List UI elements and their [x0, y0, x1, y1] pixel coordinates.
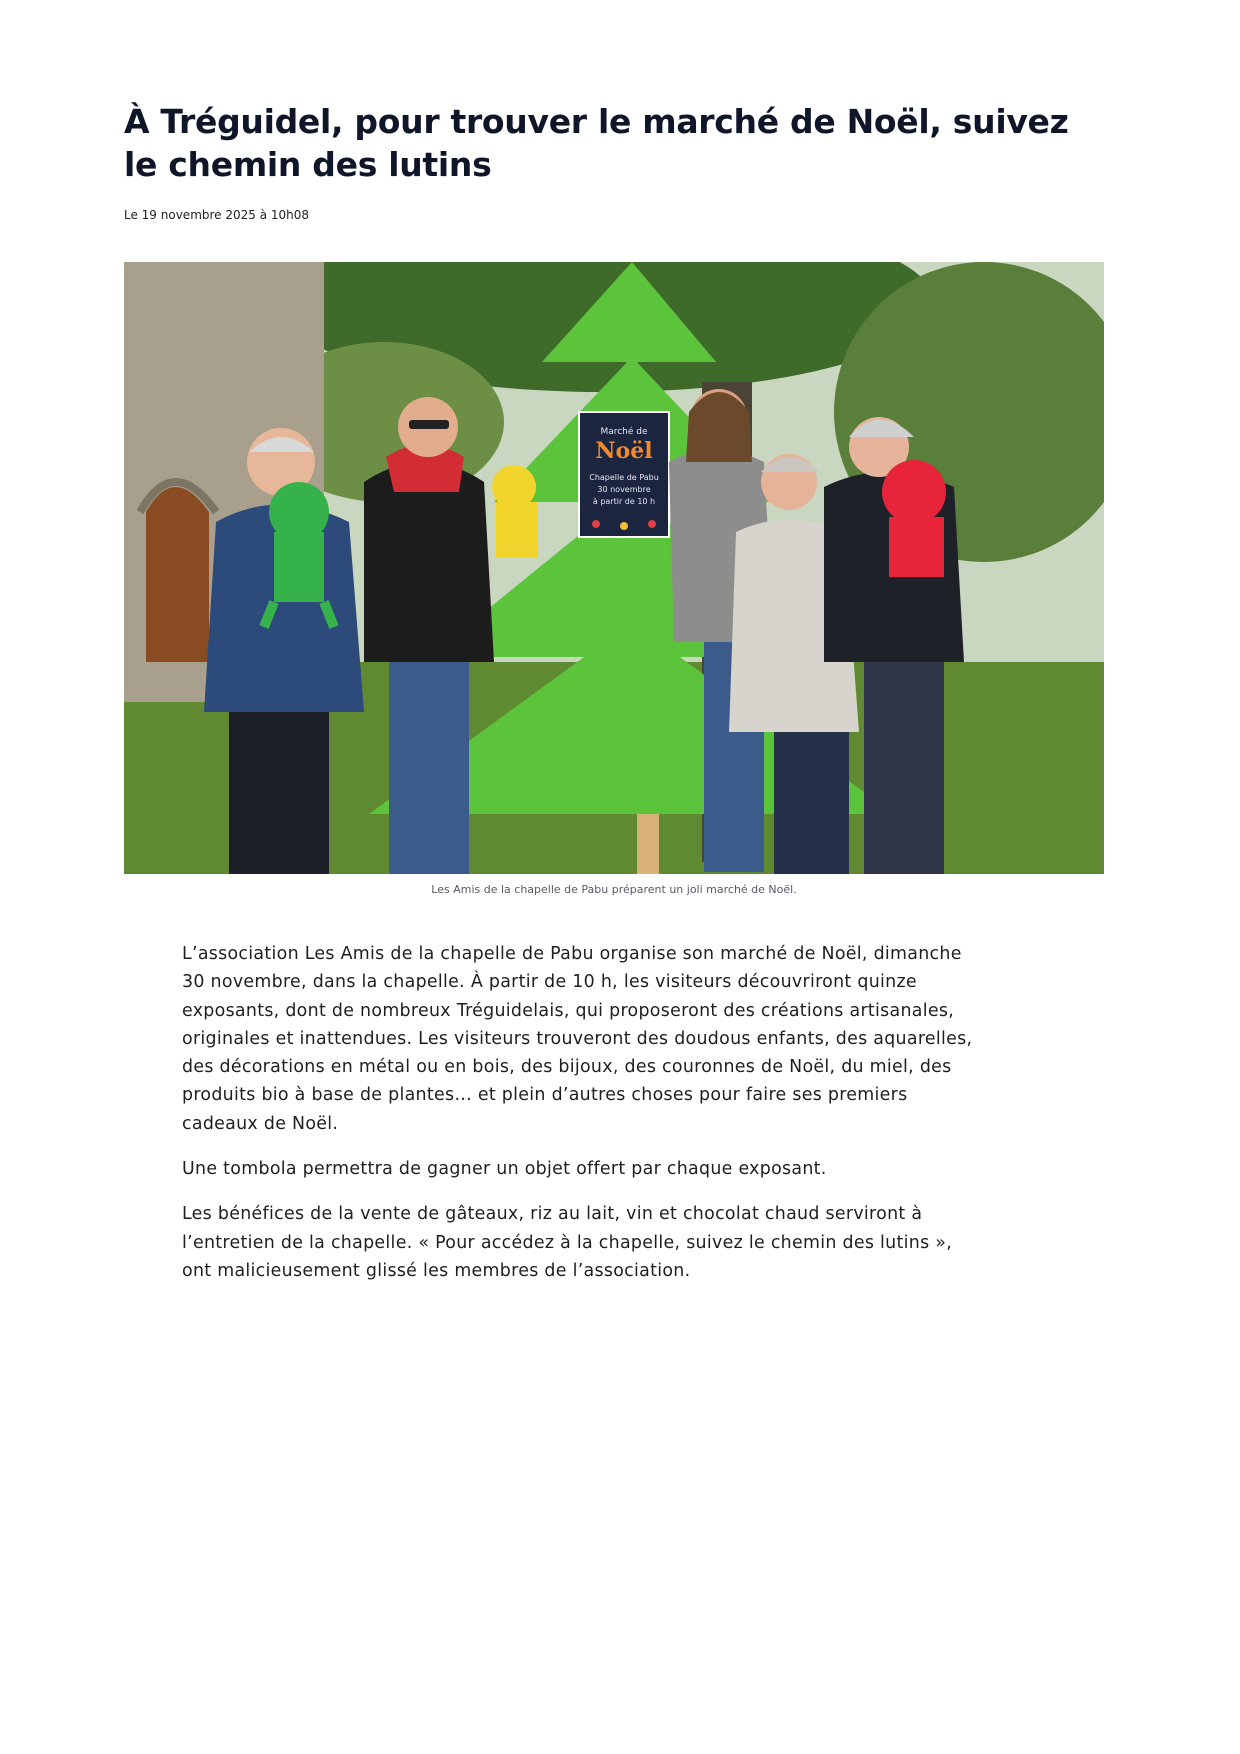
poster-line-4: 30 novembre: [597, 485, 651, 494]
body-paragraph-1: L’association Les Amis de la chapelle de Pabu organise son marché de Noël, dimanche 30 novembre, dans la chapelle. À partir de 10 h, les visiteurs découvriront quinze exposants, dont de nombreux Tréguidelais, qui proposeront des créations artisanales, originales et inattendues. Les visiteurs trouveront des doudous enfants, des aquarelles, des décorations en métal ou en bois, des bijoux, des couronnes de Noël, du miel, des produits bio à base de plantes… et plein d’autres choses pour faire ses premiers cadeaux de Noël.: [182, 944, 973, 1134]
article-body: [182, 940, 982, 1302]
poster-line-1: Marché de: [600, 427, 648, 437]
poster-line-5: à partir de 10 h: [592, 497, 656, 506]
poster-ornament: [620, 522, 628, 530]
poster-line-3: Chapelle de Pabu: [589, 473, 659, 482]
article-headline: À Tréguidel, pour trouver le marché de Noël, suivez le chemin des lutins: [124, 102, 1069, 184]
article-photo: [124, 262, 1104, 874]
red-elf-cutout: [882, 460, 946, 577]
poster-ornament: [592, 520, 600, 528]
chapel-door: [146, 487, 209, 662]
poster-line-2: Noël: [595, 438, 653, 464]
body-paragraph-2: Une tombola permettra de gagner un objet offert par chaque exposant.: [182, 1159, 827, 1180]
photo-caption: Les Amis de la chapelle de Pabu préparent un joli marché de Noël.: [431, 883, 797, 896]
article: [124, 100, 1104, 222]
article-dateline: Le 19 novembre 2025 à 10h08: [124, 208, 310, 222]
body-paragraph-3: Les bénéfices de la vente de gâteaux, riz au lait, vin et chocolat chaud serviront à l’entretien de la chapelle. « Pour accédez à la chapelle, suivez le chemin des lutins », ont malicieusement glissé les membres de l’association.: [182, 1204, 953, 1281]
photo-illustration: [124, 262, 1104, 874]
yellow-elf-cutout: [492, 465, 538, 557]
poster-ornament: [648, 520, 656, 528]
